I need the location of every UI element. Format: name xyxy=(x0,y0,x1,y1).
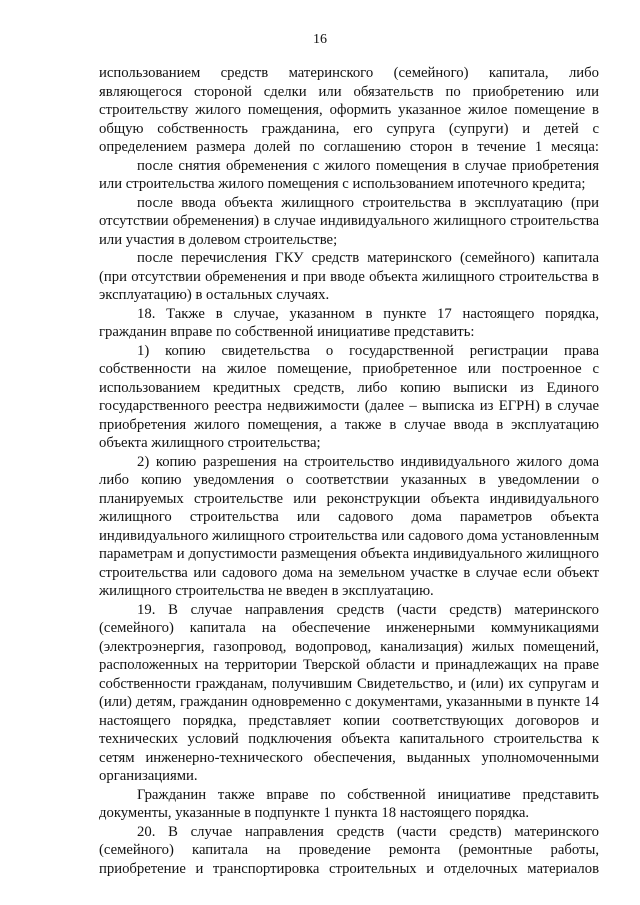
paragraph-clause-19: 19. В случае направления средств (части средств) материнского (семейного) капитала на обеспечение инженерными коммуникациями (электроэнергия, газопровод, водопровод, канализация) жилых помещений, расположенных на территории Тверской области и принадлежащих на праве собственности гражданам, получившим Свидетельство, и (или) их супругам и (или) детям, гражданин одновременно с документами, указанными в пункте 14 настоящего порядка, представляет копии соответствующих договоров и технических условий подключения объекта капитального строительства к сетям инженерно-технического обеспечения, выданных уполномоченными организациями. xyxy=(99,601,599,784)
paragraph-after-transfer: после перечисления ГКУ средств материнского (семейного) капитала (при отсутствии обременения и при вводе объекта жилищного строительства в эксплуатацию) в остальных случаях. xyxy=(99,250,599,303)
document-body xyxy=(99,64,599,878)
page-number: 16 xyxy=(313,32,327,47)
paragraph-clause-18-item-2: 2) копию разрешения на строительство индивидуального жилого дома либо копию уведомления о соответствии указанных в уведомлении о планируемых строительстве или реконструкции объекта индивидуального жилищного строительства или садового дома параметров объекта индивидуального жилищного строительства или садового дома установленным параметрам и допустимости размещения объекта индивидуального жилищного строительства или садового дома на земельном участке в случае если объект жилищного строительства не введен в эксплуатацию. xyxy=(99,453,599,599)
paragraph-clause-19-additional: Гражданин также вправе по собственной инициативе представить документы, указанные в подпункте 1 пункта 18 настоящего порядка. xyxy=(99,786,599,821)
paragraph-clause-18: 18. Также в случае, указанном в пункте 17 настоящего порядка, гражданин вправе по собственной инициативе представить: xyxy=(99,305,599,340)
paragraph-after-encumbrance-removal: после снятия обременения с жилого помещения в случае приобретения или строительства жилого помещения с использованием ипотечного кредита; xyxy=(99,157,599,192)
paragraph-clause-20: 20. В случае направления средств (части средств) материнского (семейного) капитала на проведение ремонта (ремонтные работы, приобретение и транспортировка строительных и отделочных материалов xyxy=(99,823,599,877)
paragraph-clause-18-item-1: 1) копию свидетельства о государственной регистрации права собственности на жилое помещение, приобретенное или построенное с использованием кредитных средств, либо копию выписки из Единого государственного реестра недвижимости (далее – выписка из ЕГРН) в случае приобретения жилого помещения, а также в случае ввода в эксплуатацию объекта жилищного строительства; xyxy=(99,342,599,451)
paragraph-after-commissioning: после ввода объекта жилищного строительства в эксплуатацию (при отсутствии обременения) в случае индивидуального жилищного строительства или участия в долевом строительстве; xyxy=(99,194,599,248)
paragraph-ownership-obligation: использованием средств материнского (семейного) капитала, либо являющегося стороной сделки или обязательств по приобретению или строительству жилого помещения, оформить указанное жилое помещение в общую собственность гражданина, его супруга (супруги) и детей с определением размера долей по соглашению сторон в течение 1 месяца: xyxy=(99,65,599,155)
